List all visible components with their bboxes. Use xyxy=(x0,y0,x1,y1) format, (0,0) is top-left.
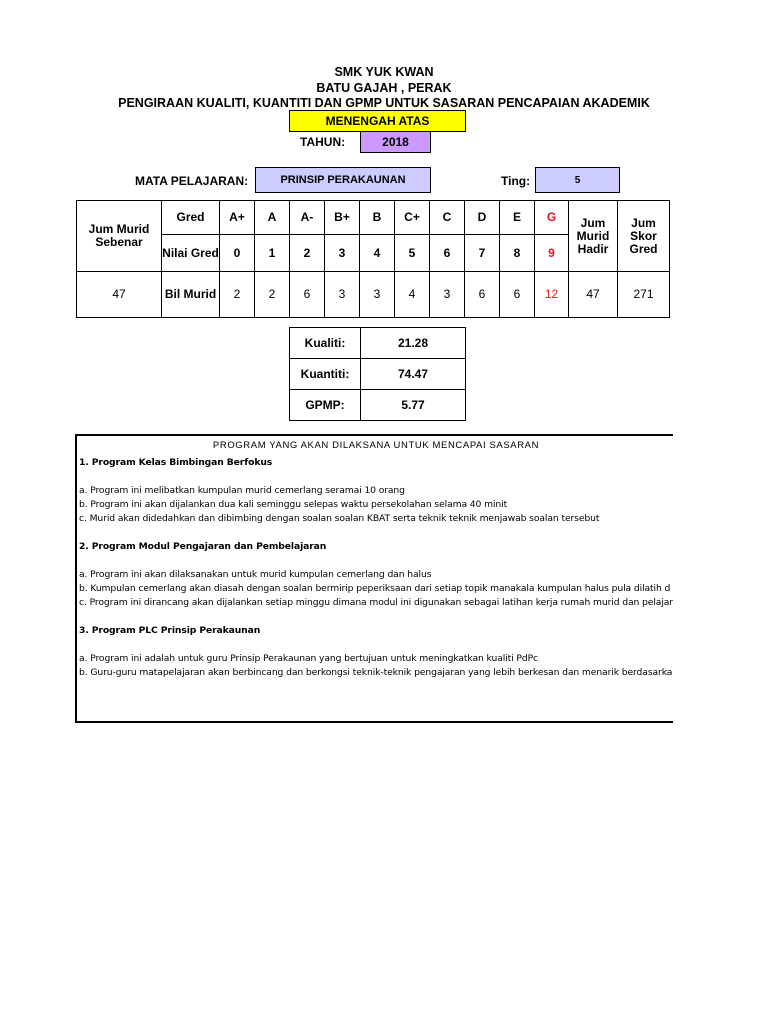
jum-murid-sebenar-value: 47 xyxy=(77,272,162,318)
program-box xyxy=(75,434,673,723)
subject-value: PRINSIP PERAKAUNAN xyxy=(255,167,431,193)
gpmp-value: 5.77 xyxy=(361,390,466,421)
count-cell: 3 xyxy=(430,272,465,318)
grade-cell: A xyxy=(255,201,290,235)
grade-value-cell: 4 xyxy=(360,235,395,272)
gred-header: Gred xyxy=(162,201,220,235)
kuantiti-value: 74.47 xyxy=(361,359,466,390)
count-cell-fail: 12 xyxy=(535,272,569,318)
form-label: Ting: xyxy=(501,174,531,188)
program-heading-1: 1. Program Kelas Bimbingan Berfokus xyxy=(79,457,273,468)
jum-skor-gred-header: Jum Skor Gred xyxy=(618,201,670,272)
program-item: a. Program ini adalah untuk guru Prinsip Perakaunan yang bertujuan untuk meningkatkan kualiti PdPc xyxy=(79,653,538,664)
program-item: b. Kumpulan cemerlang akan diasah dengan soalan bermirip peperiksaan dari setiap topik manakala kumpulan halus pula dilatih d xyxy=(79,583,671,594)
grade-cell: D xyxy=(465,201,500,235)
program-item: c. Murid akan didedahkan dan dibimbing dengan soalan soalan KBAT serta teknik teknik menjawab soalan tersebut xyxy=(79,513,600,524)
grade-value-cell-fail: 9 xyxy=(535,235,569,272)
jum-murid-hadir-value: 47 xyxy=(569,272,618,318)
count-cell: 2 xyxy=(255,272,290,318)
grade-cell: A+ xyxy=(220,201,255,235)
program-item: b. Guru-guru matapelajaran akan berbincang dan berkongsi teknik-teknik pengajaran yang lebih berkesan dan menarik berdasarka xyxy=(79,667,673,678)
grade-value-cell: 1 xyxy=(255,235,290,272)
program-heading-2: 2. Program Modul Pengajaran dan Pembelajaran xyxy=(79,541,327,552)
grade-cell: A- xyxy=(290,201,325,235)
program-title: PROGRAM YANG AKAN DILAKSANA UNTUK MENCAPAI SASARAN xyxy=(212,440,540,451)
grade-value-cell: 0 xyxy=(220,235,255,272)
program-heading-3: 3. Program PLC Prinsip Perakaunan xyxy=(79,625,261,636)
grade-cell: B xyxy=(360,201,395,235)
kuantiti-label: Kuantiti: xyxy=(290,359,361,390)
grade-cell: C+ xyxy=(395,201,430,235)
grade-value-cell: 6 xyxy=(430,235,465,272)
program-item: b. Program ini akan dijalankan dua kali seminggu selepas waktu persekolahan selama 40 minit xyxy=(79,499,508,510)
form-value: 5 xyxy=(535,167,620,193)
count-cell: 6 xyxy=(290,272,325,318)
grade-cell: B+ xyxy=(325,201,360,235)
count-cell: 4 xyxy=(395,272,430,318)
gpmp-label: GPMP: xyxy=(290,390,361,421)
program-item: c. Program ini dirancang akan dijalankan setiap minggu dimana modul ini digunakan sebagai latihan kerja rumah murid dan pelajar xyxy=(79,597,673,608)
subject-label: MATA PELAJARAN: xyxy=(135,174,249,188)
grade-value-cell: 7 xyxy=(465,235,500,272)
count-cell: 3 xyxy=(360,272,395,318)
count-cell: 2 xyxy=(220,272,255,318)
count-cell: 6 xyxy=(465,272,500,318)
program-item: a. Program ini melibatkan kumpulan murid cemerlang seramai 10 orang xyxy=(79,485,405,496)
jum-murid-hadir-header: Jum Murid Hadir xyxy=(569,201,618,272)
grade-value-cell: 8 xyxy=(500,235,535,272)
grade-value-cell: 3 xyxy=(325,235,360,272)
report-subtitle: PENGIRAAN KUALITI, KUANTITI DAN GPMP UNTUK SASARAN PENCAPAIAN AKADEMIK xyxy=(118,96,650,110)
year-value: 2018 xyxy=(360,131,431,153)
count-cell: 3 xyxy=(325,272,360,318)
grade-value-cell: 2 xyxy=(290,235,325,272)
grade-cell: E xyxy=(500,201,535,235)
nilai-gred-header: Nilai Gred xyxy=(162,235,220,272)
grade-value-cell: 5 xyxy=(395,235,430,272)
kualiti-value: 21.28 xyxy=(361,328,466,359)
year-label: TAHUN: xyxy=(300,135,346,149)
program-item: a. Program ini akan dilaksanakan untuk murid kumpulan cemerlang dan halus xyxy=(79,569,432,580)
grade-cell: C xyxy=(430,201,465,235)
count-cell: 6 xyxy=(500,272,535,318)
jum-skor-gred-value: 271 xyxy=(618,272,670,318)
school-location: BATU GAJAH , PERAK xyxy=(316,81,452,95)
school-name: SMK YUK KWAN xyxy=(334,65,434,79)
kualiti-label: Kualiti: xyxy=(290,328,361,359)
grade-cell-fail: G xyxy=(535,201,569,235)
level-box: MENENGAH ATAS xyxy=(289,110,466,132)
bil-murid-header: Bil Murid xyxy=(162,272,220,318)
jum-murid-sebenar-header: Jum Murid Sebenar xyxy=(77,201,162,272)
